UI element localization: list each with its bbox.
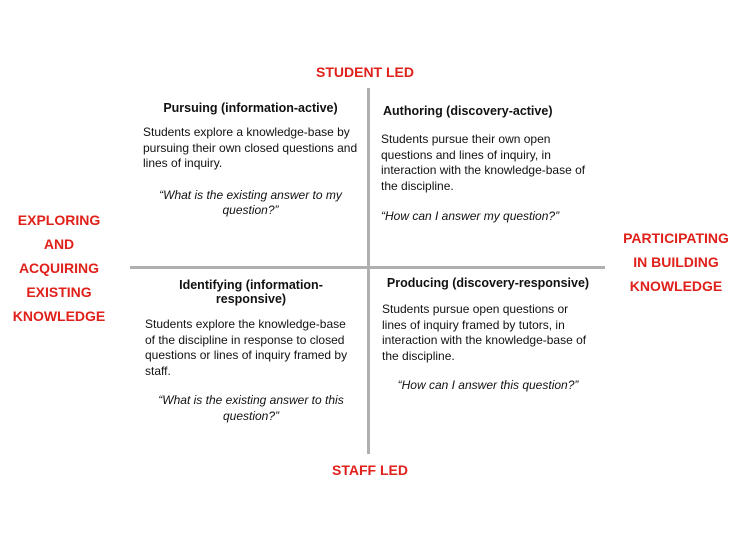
quadrant-title: Producing (discovery-responsive) (386, 276, 590, 290)
horizontal-axis-line (130, 266, 605, 269)
quadrant-identifying (145, 278, 357, 424)
quadrant-authoring (381, 104, 596, 225)
axis-label-left-line: ACQUIRING (18, 260, 100, 276)
quadrant-description: Students explore a knowledge-base by pursuing their own closed questions and lines of inquiry. (143, 125, 358, 170)
axis-label-bottom: STAFF LED (332, 462, 408, 478)
axis-label-top: STUDENT LED (316, 64, 414, 80)
quadrant-quote: “What is the existing answer to this question?” (158, 393, 344, 423)
axis-label-left-line: EXPLORING (17, 212, 101, 228)
quadrant-quote: “What is the existing answer to my question?” (159, 187, 342, 217)
quadrant-title: Pursuing (information-active) (163, 101, 338, 115)
axis-label-left (0, 208, 118, 328)
quadrant-description: Students explore the knowledge-base of the discipline in response to closed questions or lines of inquiry framed by staff. (145, 317, 348, 378)
axis-label-right-line: IN BUILDING (633, 254, 719, 270)
quadrant-title: Authoring (discovery-active) (383, 104, 553, 118)
quadrant-quote: “How can I answer this question?” (397, 378, 579, 392)
axis-label-right-line: PARTICIPATING (623, 230, 729, 246)
axis-label-left-line: AND (43, 236, 75, 252)
axis-label-right (606, 226, 746, 298)
vertical-axis-line (367, 88, 370, 454)
quadrant-producing (382, 276, 594, 394)
quadrant-quote: “How can I answer my question?” (381, 209, 560, 223)
axis-label-right-line: KNOWLEDGE (629, 278, 723, 294)
quadrant-title: Identifying (information-responsive) (179, 278, 323, 306)
quadrant-description: Students pursue open questions or lines of inquiry framed by tutors, in interaction with the knowledge-base of the discipline. (382, 302, 587, 363)
axis-label-left-line: KNOWLEDGE (12, 308, 106, 324)
quadrant-pursuing (143, 101, 358, 219)
quadrant-description: Students pursue their own open questions and lines of inquiry, in interaction with the knowledge-base of the discipline. (381, 132, 586, 193)
axis-label-left-line: EXISTING (26, 284, 92, 300)
